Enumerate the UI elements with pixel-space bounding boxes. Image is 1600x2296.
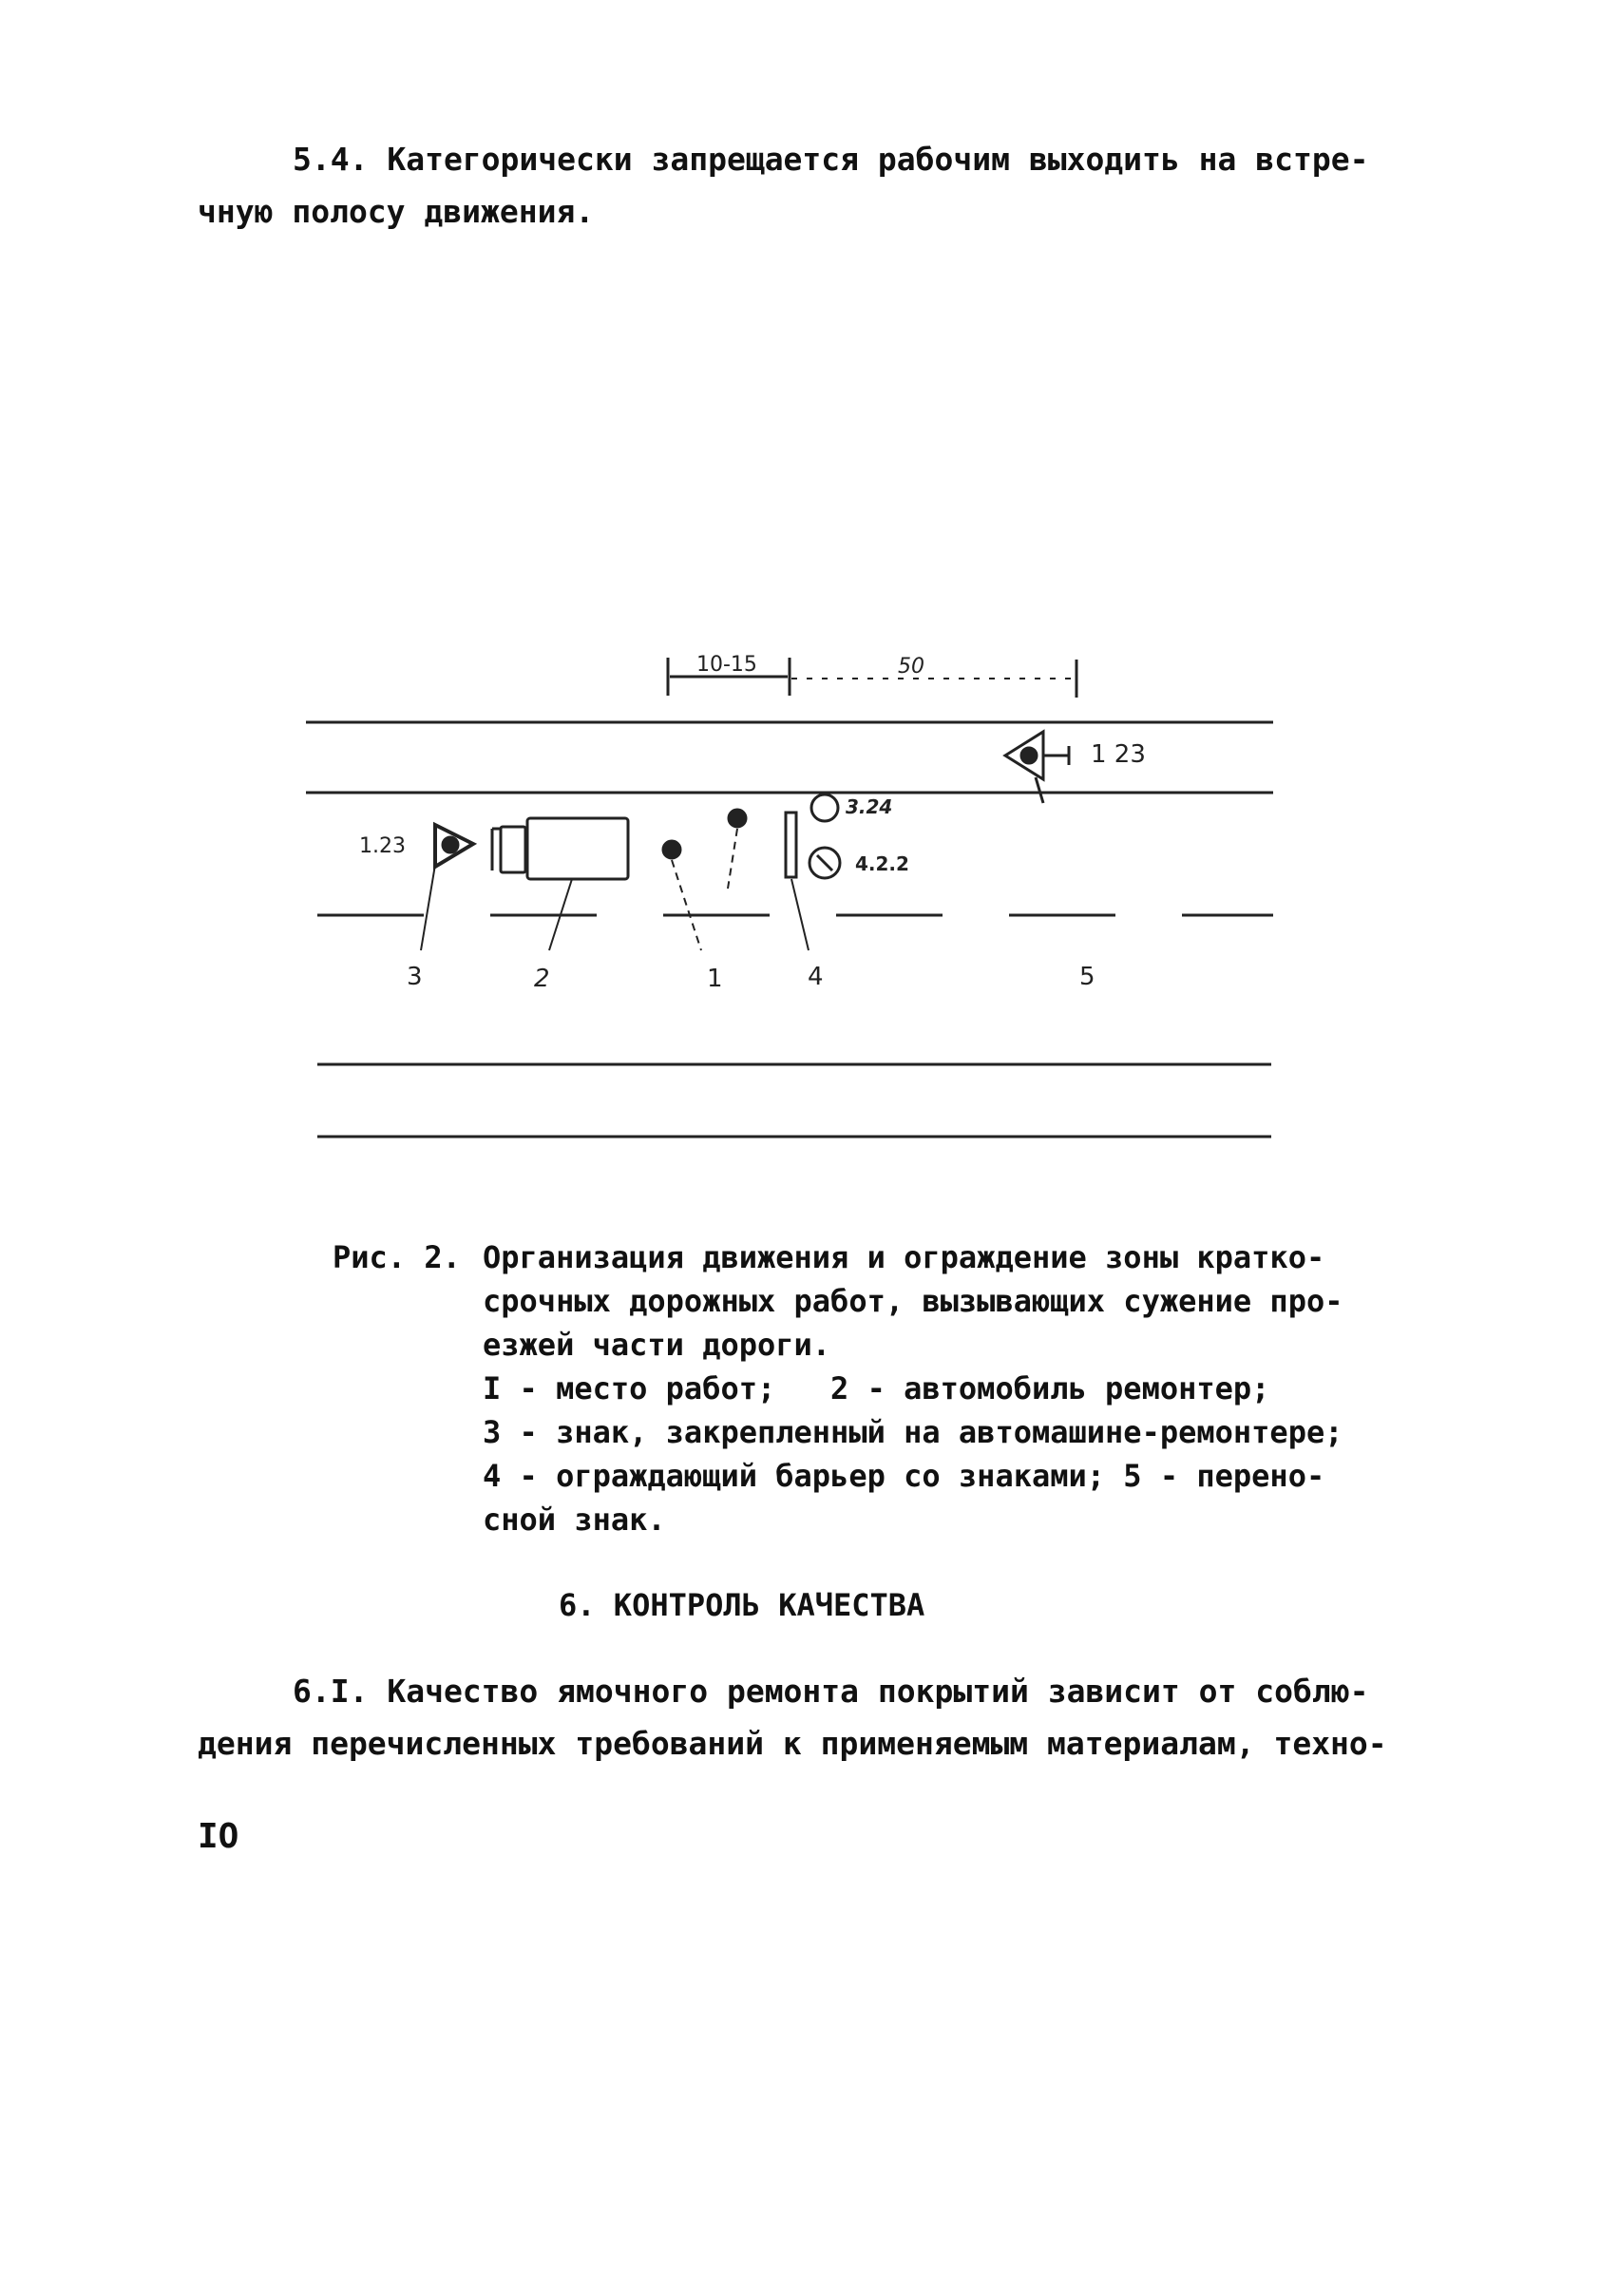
diagram-label-1: 1 xyxy=(707,965,723,993)
worker-marker-1 xyxy=(663,841,680,858)
leader-4 xyxy=(791,879,809,950)
dimension-label-10-15: 10-15 xyxy=(696,653,757,677)
sign-label-4-2-2: 4.2.2 xyxy=(855,852,909,875)
caption-legend-5: сной знак. xyxy=(483,1502,666,1538)
leader-1b xyxy=(728,829,737,889)
paragraph-5-4-line1: 5.4. Категорически запрещается рабочим выходить на встре- xyxy=(293,141,1369,178)
paragraph-6-1 xyxy=(198,1665,1385,1770)
sign-label-1-23-top: 1 23 xyxy=(1091,740,1146,769)
diagram-label-5: 5 xyxy=(1079,963,1095,991)
paragraph-5-4-line2: чную полосу движения. xyxy=(198,193,595,230)
portable-sign-leader xyxy=(1036,777,1043,803)
caption-line3: езжей части дороги. xyxy=(483,1327,831,1363)
portable-sign-symbol xyxy=(1021,748,1037,763)
repair-vehicle-cab xyxy=(501,827,525,872)
caption-line2: срочных дорожных работ, вызывающих сужение про- xyxy=(483,1283,1343,1319)
figure-label: Рис. 2. xyxy=(333,1239,461,1275)
figure-caption xyxy=(333,1235,1387,1541)
section-heading: 6. КОНТРОЛЬ КАЧЕСТВА xyxy=(559,1587,925,1623)
barrier xyxy=(786,813,796,877)
sign-label-1-23-left: 1.23 xyxy=(359,834,406,858)
sign-label-3-24: 3.24 xyxy=(846,795,893,818)
dimension-label-50: 50 xyxy=(898,655,924,679)
paragraph-6-1-line1: 6.I. Качество ямочного ремонта покрытий зависит от соблю- xyxy=(293,1673,1369,1710)
paragraph-6-1-line2: дения перечисленных требований к применяемым материалам, техно- xyxy=(198,1725,1387,1762)
caption-legend-3: 3 - знак, закрепленный на автомашине-ремонтере; xyxy=(483,1414,1343,1450)
caption-legend-1-2 xyxy=(333,1367,1387,1410)
sign-4-2-2-arrow xyxy=(817,855,832,871)
sign-3-24-icon xyxy=(811,794,838,821)
caption-legend-2: 2 - автомобиль ремонтер; xyxy=(830,1370,1270,1406)
leader-3 xyxy=(421,865,435,950)
caption-legend-1: I - место работ; xyxy=(483,1370,776,1406)
diagram-label-4: 4 xyxy=(808,963,824,991)
caption-legend-4: 4 - ограждающий барьер со знаками; 5 - перено- xyxy=(483,1458,1325,1494)
repair-vehicle-body xyxy=(527,818,628,879)
page-number: IO xyxy=(198,1817,239,1856)
caption-line1: Организация движения и ограждение зоны кратко- xyxy=(483,1239,1325,1275)
diagram-label-3: 3 xyxy=(407,963,423,991)
diagram-label-2: 2 xyxy=(534,965,550,993)
worker-marker-2 xyxy=(729,810,746,827)
leader-1a xyxy=(672,860,701,950)
vehicle-sign-symbol xyxy=(443,837,458,852)
